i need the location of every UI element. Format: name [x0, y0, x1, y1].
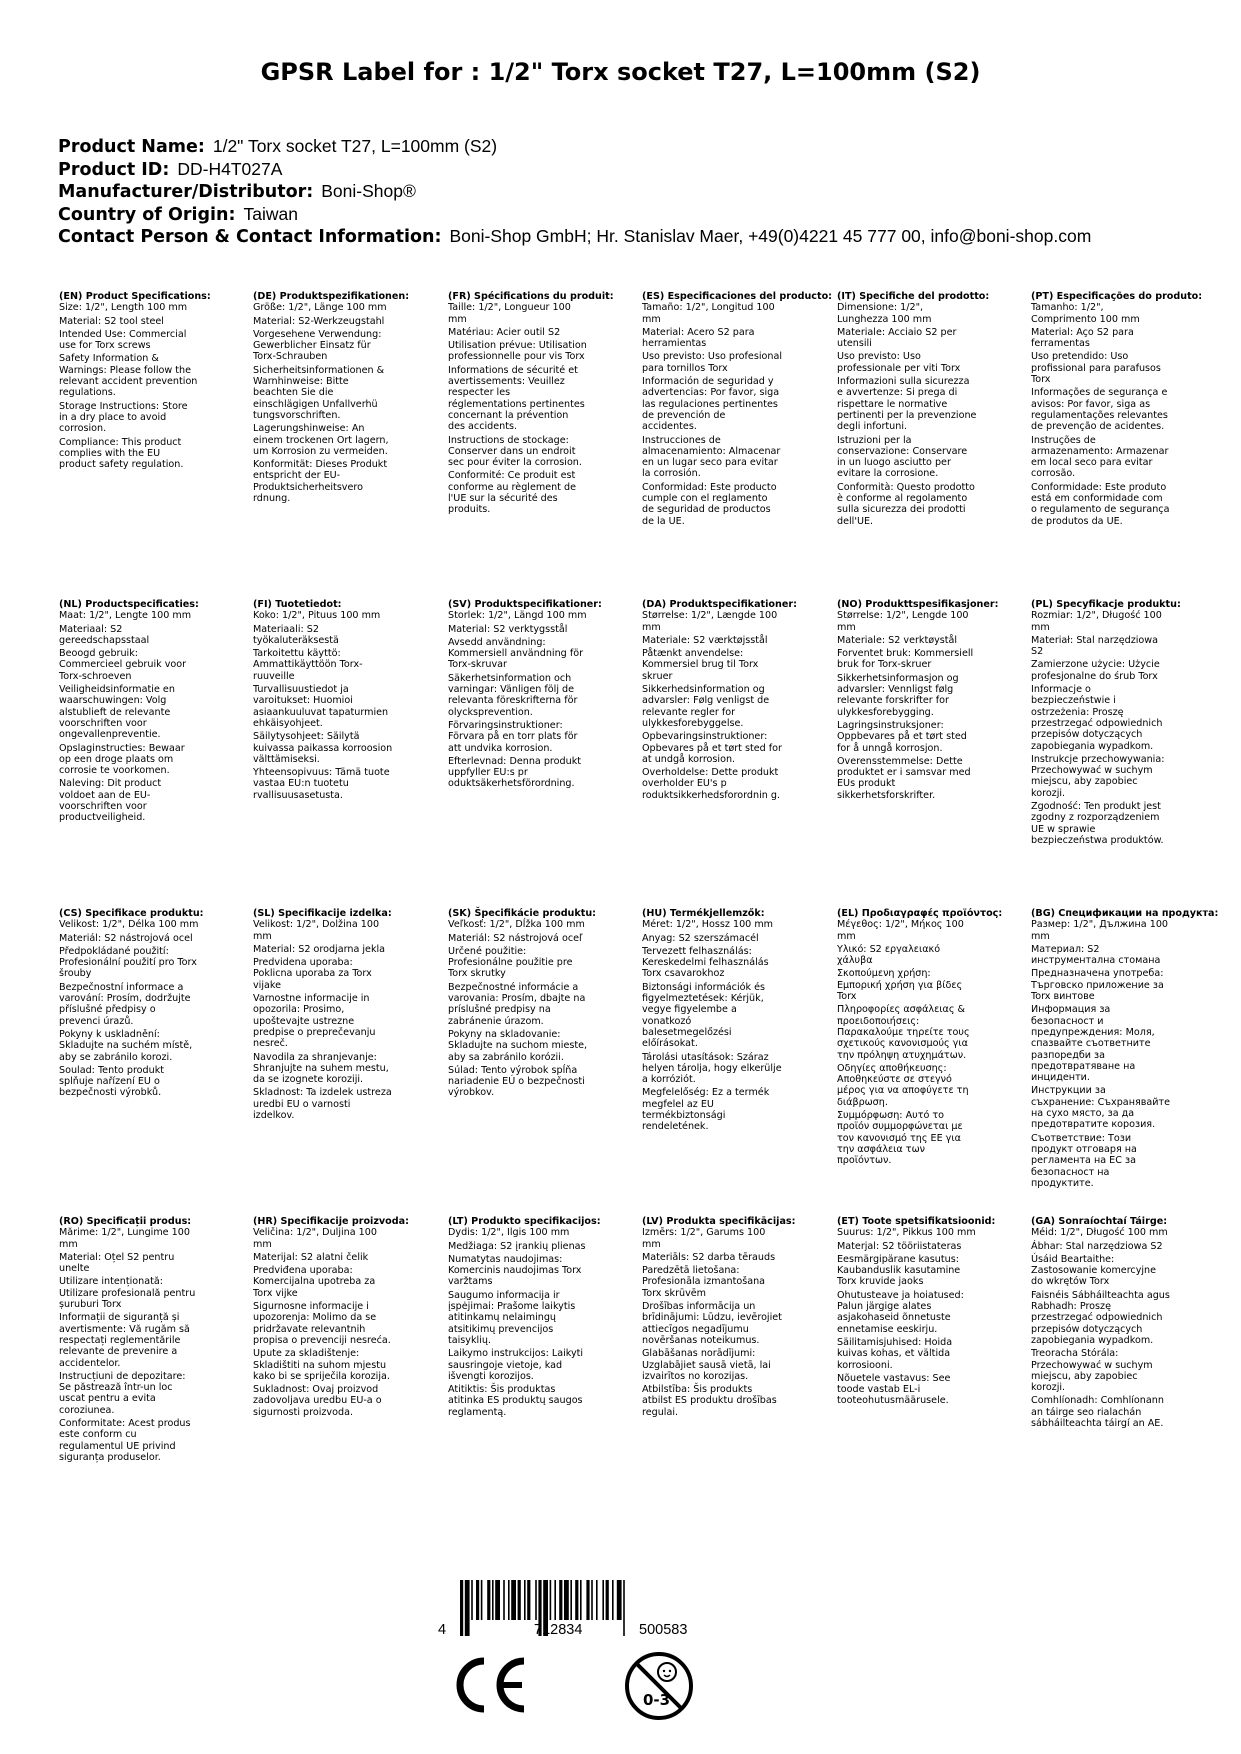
- barcode-bar: [617, 1580, 622, 1620]
- spec-line: Instructions de stockage: Conserver dans un endroit sec pour éviter la corrosion.: [448, 434, 582, 469]
- spec-line: Materiale: S2 værktøjsstål: [642, 634, 768, 646]
- barcode-bar: [554, 1580, 556, 1620]
- contact-value: Boni-Shop GmbH; Hr. Stanislav Maer, +49(0)4221 45 777 00, info@boni-shop.com: [449, 226, 1092, 246]
- spec-line: Πληροφορίες ασφάλειας & προειδοποιήσεις: Παρακαλούμε τηρείτε τους σχετικούς κανονισμούς για την πρόληψη ατυχημάτων.: [837, 1004, 970, 1061]
- language-block: [253, 291, 410, 506]
- spec-line: Skladnost: Ta izdelek ustreza uredbi EU o varnosti izdelkov.: [253, 1087, 392, 1122]
- spec-line: Материал: S2 инструментална стомана: [1031, 943, 1161, 967]
- barcode-bar: [559, 1580, 562, 1620]
- spec-line: Informații de siguranță și avertismente: Vă rugăm să respectați reglementările relevante de prevenire a accidentelor.: [59, 1312, 190, 1369]
- spec-line: Varnostne informacije in opozorila: Prosimo, upoštevajte ustrezne predpise o preprečevanju nesreč.: [253, 993, 376, 1050]
- spec-line: Opslaginstructies: Bewaar op een droge plaats om corrosie te voorkomen.: [59, 742, 185, 777]
- spec-line: Nõuetele vastavus: See toode vastab EL-i tooteohutusmäärusele.: [837, 1372, 951, 1407]
- spec-line: Materiāls: S2 darba tērauds: [642, 1251, 776, 1263]
- spec-line: Naleving: Dit product voldoet aan de EU-voorschriften voor productveiligheid.: [59, 778, 162, 824]
- spec-line: Úsáid Beartaithe: Zastosowanie komercyjne do wkrętów Torx: [1031, 1253, 1157, 1288]
- spec-line: Turvallisuustiedot ja varoitukset: Huomioi asiaankuuluvat tapaturmien ehkäisyohjeet.: [253, 684, 389, 729]
- spec-line: Ábhar: Stal narzędziowa S2: [1031, 1240, 1163, 1252]
- spec-line: Megfelelőség: Ez a termék megfelel az EU termékbiztonsági rendeletének.: [642, 1087, 770, 1133]
- barcode-bar: [535, 1580, 537, 1620]
- spec-line: Laikymo instrukcijos: Laikyti sausringoje vietoje, kad išvengti korozijos.: [448, 1348, 584, 1382]
- barcode-bar: [564, 1580, 569, 1620]
- spec-line: Comhlíonadh: Comhlíonann an táirge seo rialachán sábháilteachta táirgí an AE.: [1031, 1395, 1164, 1430]
- spec-line: Medžiaga: S2 įrankių plienas: [448, 1240, 586, 1252]
- product-id-label: Product ID:: [58, 159, 170, 180]
- spec-line: Faisnéis Sábháilteachta agus Rabhadh: Proszę przestrzegać odpowiednich przepisów dotyczących zapobiegania wypadkom.: [1031, 1289, 1170, 1346]
- spec-line: Size: 1/2", Length 100 mm: [59, 302, 188, 314]
- language-heading: (NO) Produkttspesifikasjoner:: [837, 599, 999, 610]
- language-block: [1031, 291, 1203, 529]
- language-heading: (GA) Sonraíochtaí Táirge:: [1031, 1216, 1168, 1227]
- spec-line: Biztonsági információk és figyelmeztetések: Kérjük, vegye figyelembe a vonatkozó balesetmegelőzési előírásokat.: [642, 981, 765, 1050]
- barcode-bar: [511, 1580, 516, 1620]
- spec-line: Opbevaringsinstruktioner: Opbevares på et tørt sted for at undgå korrosion.: [642, 731, 782, 765]
- language-heading: (LT) Produkto specifikacijos:: [448, 1216, 601, 1227]
- spec-line: Yhteensopivuus: Tämä tuote vastaa EU:n tuotetu rvallisuusasetusta.: [253, 767, 390, 801]
- barcode-bar: [487, 1580, 490, 1620]
- country-label: Country of Origin:: [58, 204, 236, 225]
- barcode-bar: [580, 1580, 582, 1620]
- spec-line: Velikost: 1/2", Dolžina 100 mm: [253, 919, 380, 942]
- contact-label: Contact Person & Contact Information:: [58, 227, 442, 247]
- language-heading: (BG) Спецификации на продукта:: [1031, 908, 1219, 919]
- contact-row: [58, 226, 1091, 249]
- language-block: [642, 599, 797, 803]
- spec-line: Οδηγίες αποθήκευσης: Αποθηκεύστε σε στεγνό μέρος για να αποφύγετε τη διάβρωση.: [837, 1062, 969, 1108]
- barcode-bar: [527, 1580, 530, 1620]
- spec-line: Avsedd användning: Kommersiell användning för Torx-skruvar: [448, 636, 584, 671]
- barcode-bar: [495, 1580, 500, 1620]
- spec-line: Materiale: Acciaio S2 per utensili: [837, 326, 957, 350]
- spec-line: Beoogd gebruik: Commercieel gebruik voor Torx-schroeven: [59, 648, 187, 682]
- language-heading: (DE) Produktspezifikationen:: [253, 291, 410, 302]
- barcode-bar: [591, 1580, 593, 1620]
- spec-line: Eesmärgipärane kasutus: Kaubanduslik kasutamine Torx kruvide jaoks: [837, 1253, 961, 1288]
- spec-line: Material: Acero S2 para herramientas: [642, 326, 755, 350]
- spec-line: Tárolási utasítások: Száraz helyen tárolja, hogy elkerülje a korróziót.: [642, 1051, 782, 1086]
- spec-line: Conformidad: Este producto cumple con el reglamento de seguridad de productos de la UE.: [642, 481, 777, 527]
- product-name-value: 1/2" Torx socket T27, L=100mm (S2): [212, 136, 498, 156]
- spec-line: Materiaal: S2 gereedschapsstaal: [59, 623, 150, 646]
- barcode-bar: [465, 1580, 470, 1636]
- spec-line: Uso previsto: Uso profesional para tornillos Torx: [642, 351, 782, 374]
- country-row: [58, 204, 1091, 227]
- language-block: [837, 1216, 996, 1409]
- spec-line: Informazioni sulla sicurezza e avvertenze: Si prega di rispettare le normative pertinenti per la prevenzione degli infortuni.: [837, 376, 977, 433]
- spec-line: Material: Aço S2 para ferramentas: [1031, 326, 1134, 350]
- spec-line: Compliance: This product complies with the EU product safety regulation.: [59, 436, 184, 471]
- ean-barcode: [438, 1580, 728, 1640]
- spec-line: Veličina: 1/2", Duljina 100 mm: [253, 1227, 377, 1250]
- spec-line: Pokyny na skladovanie: Skladujte na suchom mieste, aby sa zabránilo korózii.: [448, 1028, 588, 1063]
- barcode-right-digits: 500583: [639, 1622, 688, 1638]
- language-block: [448, 599, 602, 792]
- spec-line: Informações de segurança e avisos: Por favor, siga as regulamentações relevantes de prevenção de acidentes.: [1031, 387, 1168, 433]
- language-heading: (NL) Productspecificaties:: [59, 599, 199, 610]
- spec-line: Soulad: Tento produkt splňuje nařízení EU o bezpečnosti výrobků.: [59, 1064, 165, 1099]
- spec-line: Súlad: Tento výrobok spĺňa nariadenie EÚ o bezpečnosti výrobkov.: [448, 1064, 585, 1099]
- barcode-bar: [476, 1580, 479, 1620]
- manufacturer-value: Boni-Shop®: [321, 181, 416, 201]
- barcode-bar: [612, 1580, 614, 1620]
- spec-line: Sukladnost: Ovaj proizvod zadovoljava uredbu EU-a o sigurnosti proizvoda.: [253, 1384, 382, 1418]
- spec-line: Treoracha Stórála: Przechowywać w suchym miejscu, aby zapobiec korozji.: [1031, 1348, 1153, 1394]
- language-block: [253, 1216, 409, 1420]
- spec-line: Storlek: 1/2", Längd 100 mm: [448, 610, 587, 622]
- spec-line: Tarkoitettu käyttö: Ammattikäyttöön Torx-ruuveille: [253, 648, 363, 682]
- language-block: [837, 291, 990, 529]
- spec-line: Safety Information & Warnings: Please follow the relevant accident prevention regulations.: [59, 353, 198, 399]
- spec-line: Materijal: S2 alatni čelik: [253, 1251, 369, 1263]
- language-heading: (FI) Tuotetiedot:: [253, 599, 342, 610]
- spec-line: Anyag: S2 szerszámacél: [642, 932, 759, 944]
- spec-line: Navodila za shranjevanje: Shranjujte na suhem mestu, da se izognete koroziji.: [253, 1051, 389, 1086]
- spec-line: Rozmiar: 1/2", Długość 100 mm: [1031, 610, 1162, 633]
- manufacturer-label: Manufacturer/Distributor:: [58, 182, 314, 202]
- language-block: [1031, 1216, 1171, 1431]
- spec-line: Konformität: Dieses Produkt entspricht der EU-Produktsicherheitsvero rdnung.: [253, 459, 388, 505]
- spec-line: Materiale: S2 verktøystål: [837, 634, 958, 646]
- country-value: Taiwan: [243, 203, 298, 224]
- barcode-bar: [575, 1580, 578, 1620]
- spec-line: Saugumo informacija ir įspėjimai: Prašome laikytis atitinkamų nelaimingų atsitikimų prevencijos taisyklių.: [448, 1289, 576, 1346]
- spec-line: Materiál: S2 nástrojová oceľ: [448, 932, 583, 944]
- spec-line: Maat: 1/2", Lengte 100 mm: [59, 610, 192, 622]
- spec-line: Určené použitie: Profesionálne použitie pre Torx skrutky: [448, 945, 573, 980]
- language-heading: (EN) Product Specifications:: [59, 291, 211, 302]
- language-block: [59, 908, 204, 1101]
- spec-line: Sikkerhetsinformasjon og advarsler: Vennligst følg relevante forskrifter for ulykkesforebygging.: [837, 672, 959, 718]
- spec-line: Påtænkt anvendelse: Kommersiel brug til Torx skruer: [642, 648, 759, 682]
- spec-line: Zgodność: Ten produkt jest zgodny z rozporządzeniem UE w sprawie bezpieczeństwa produktów.: [1031, 801, 1164, 846]
- spec-line: Méret: 1/2", Hossz 100 mm: [642, 919, 774, 931]
- spec-line: Conformidade: Este produto está em conformidade com o regulamento de segurança de produtos da UE.: [1031, 481, 1170, 527]
- barcode-left-digits: 712834: [534, 1622, 583, 1638]
- language-block: [448, 908, 597, 1101]
- spec-line: Izmērs: 1/2", Garums 100 mm: [642, 1227, 766, 1250]
- spec-line: Forventet bruk: Kommersiell bruk for Torx-skruer: [837, 648, 974, 671]
- spec-line: Instruções de armazenamento: Armazenar em local seco para evitar corrosão.: [1031, 434, 1169, 480]
- language-heading: (SV) Produktspecifikationer:: [448, 599, 602, 610]
- product-name-row: [58, 136, 1091, 159]
- spec-line: Predvidena uporaba: Poklicna uporaba za Torx vijake: [253, 957, 372, 991]
- spec-line: Conformità: Questo prodotto è conforme al regolamento sulla sicurezza dei prodotti dell'UE.: [837, 481, 975, 527]
- spec-line: Størrelse: 1/2", Lengde 100 mm: [837, 610, 969, 633]
- spec-line: Förvaringsinstruktioner: Förvara på en torr plats för att undvika korrosion.: [448, 719, 578, 754]
- spec-line: Ohutusteave ja hoiatused: Palun järgige alates asjakohaseid õnnetuste ennetamise eeskirju.: [837, 1289, 964, 1335]
- barcode-bar: [570, 1580, 572, 1620]
- ce-mark-icon: [448, 1655, 530, 1715]
- svg-text:0-3: 0-3: [643, 1691, 671, 1709]
- product-info: [58, 136, 1091, 249]
- language-heading: (ES) Especificaciones del producto:: [642, 291, 833, 302]
- barcode-bar: [524, 1580, 526, 1620]
- barcode-first-digit: 4: [438, 1622, 447, 1638]
- spec-line: Material: S2 verktygsstål: [448, 623, 568, 635]
- barcode-bar: [481, 1580, 483, 1620]
- language-block: [59, 291, 211, 472]
- language-heading: (SK) Špecifikácie produktu:: [448, 908, 597, 919]
- spec-line: Material: S2-Werkzeugstahl: [253, 315, 385, 327]
- language-block: [642, 908, 782, 1135]
- spec-line: Suurus: 1/2", Pikkus 100 mm: [837, 1227, 976, 1239]
- barcode-bar: [550, 1580, 552, 1620]
- spec-line: Größe: 1/2", Länge 100 mm: [253, 302, 387, 314]
- spec-line: Upute za skladištenje: Skladištiti na suhom mjestu kako bi se spriječila korozija.: [253, 1348, 390, 1382]
- language-heading: (EL) Προδιαγραφές προϊόντος:: [837, 908, 1003, 919]
- language-heading: (FR) Spécifications du produit:: [448, 291, 614, 302]
- spec-line: Bezpečnostné informácie a varovania: Prosím, dbajte na príslušné predpisy na zabránenie úrazom.: [448, 981, 586, 1027]
- spec-line: Información de seguridad y advertencias: Por favor, siga las regulaciones pertinentes de prevención de accidentes.: [642, 376, 780, 433]
- spec-line: Materiaali: S2 työkaluteräksestä: [253, 623, 339, 646]
- spec-line: Efterlevnad: Denna produkt uppfyller EU:s pr oduktsäkerhetsförordning.: [448, 755, 582, 790]
- language-heading: (IT) Specifiche del prodotto:: [837, 291, 990, 302]
- language-block: [642, 291, 833, 529]
- language-heading: (HU) Termékjellemzők:: [642, 908, 765, 919]
- spec-line: Intended Use: Commercial use for Torx screws: [59, 328, 187, 352]
- spec-line: Предназначена употреба: Търговско приложение за Torx винтове: [1031, 968, 1164, 1003]
- spec-line: Υλικό: S2 εργαλειακό χάλυβα: [837, 943, 941, 967]
- spec-line: Säkerhetsinformation och varningar: Vänligen följ de relevanta föreskrifterna för olycksprevention.: [448, 672, 578, 718]
- spec-line: Overensstemmelse: Dette produktet er i samsvar med EUs produkt sikkerhetsforskrifter.: [837, 755, 971, 801]
- language-heading: (HR) Specifikacije proizvoda:: [253, 1216, 409, 1227]
- spec-line: Tamaño: 1/2", Longitud 100 mm: [642, 302, 775, 325]
- barcode-bar: [602, 1580, 604, 1620]
- spec-line: Vorgesehene Verwendung: Gewerblicher Einsatz für Torx-Schrauben: [253, 328, 382, 363]
- spec-line: Lagerungshinweise: An einem trockenen Ort lagern, um Korrosion zu vermeiden.: [253, 423, 389, 457]
- spec-line: Veľkosť: 1/2", Dĺžka 100 mm: [448, 919, 585, 931]
- spec-line: Atbilstība: Šis produkts atbilst ES produktu drošības regulai.: [642, 1384, 777, 1418]
- product-id-row: [58, 159, 1091, 182]
- language-block: [253, 599, 393, 803]
- spec-line: Sicherheitsinformationen & Warnhinweise: Bitte beachten Sie die einschlägigen Unfallverhü tungsvorschriften.: [253, 364, 385, 421]
- spec-line: Pokyny k uskladnění: Skladujte na suchém místě, aby se zabránilo korozi.: [59, 1028, 193, 1063]
- spec-line: Méid: 1/2", Długość 100 mm: [1031, 1227, 1168, 1239]
- spec-line: Conformitate: Acest produs este conform cu regulamentul UE privind siguranța produselor.: [59, 1418, 191, 1463]
- product-id-value: DD-H4T027A: [177, 158, 283, 179]
- language-heading: (RO) Specificații produs:: [59, 1216, 192, 1227]
- spec-line: Instrucțiuni de depozitare: Se păstrează într-un loc uscat pentru a evita coroziunea.: [59, 1370, 186, 1416]
- spec-line: Tervezett felhasználás: Kereskedelmi felhasználás Torx csavarokhoz: [642, 945, 769, 980]
- spec-line: Säilitamisjuhised: Hoida kuivas kohas, et vältida korrosiooni.: [837, 1336, 953, 1371]
- barcode-bar: [623, 1580, 625, 1636]
- manufacturer-row: [58, 181, 1091, 204]
- spec-line: Sikkerhedsinformation og advarsler: Følg venligst de relevante regler for ulykkesforebyggelse.: [642, 684, 770, 729]
- barcode-bar: [606, 1580, 609, 1620]
- barcode-bar: [508, 1580, 510, 1620]
- barcode-bar: [586, 1580, 589, 1620]
- spec-line: Informacje o bezpieczeństwie i ostrzeżenia: Proszę przestrzegać odpowiednich przepisów dotyczących zapobiegania wypadkom.: [1031, 684, 1163, 752]
- spec-line: Mărime: 1/2", Lungime 100 mm: [59, 1227, 190, 1250]
- language-heading: (PL) Specyfikacje produktu:: [1031, 599, 1181, 610]
- spec-line: Instrukcje przechowywania: Przechowywać w suchym miejscu, aby zapobiec korozji.: [1031, 753, 1165, 799]
- spec-line: Velikost: 1/2", Délka 100 mm: [59, 919, 199, 931]
- spec-line: Materiál: S2 nástrojová ocel: [59, 932, 193, 944]
- language-block: [837, 908, 1003, 1169]
- spec-line: Συμμόρφωση: Αυτό το προϊόν συμμορφώνεται με τον κανονισμό της ΕΕ για την ασφάλεια των προϊόντων.: [837, 1110, 963, 1167]
- spec-line: Instrucciones de almacenamiento: Almacenar en un lugar seco para evitar la corrosión.: [642, 434, 781, 480]
- language-heading: (DA) Produktspecifikationer:: [642, 599, 797, 610]
- spec-line: Informations de sécurité et avertissements: Veuillez respecter les réglementations pertinentes concernant la prévention des accidents.: [448, 364, 585, 433]
- spec-line: Σκοπούμενη χρήση: Εμπορική χρήση για βίδες Torx: [837, 968, 963, 1003]
- product-name-label: Product Name:: [58, 137, 205, 157]
- spec-line: Размер: 1/2", Дължина 100 mm: [1031, 919, 1169, 942]
- language-block: [59, 1216, 199, 1465]
- language-block: [642, 1216, 796, 1420]
- spec-line: Paredzētā lietošana: Profesionāla izmantošana Torx skrūvēm: [642, 1265, 766, 1299]
- spec-line: Информация за безопасност и предупреждения: Моля, спазвайте съответните разпоредби за предотвратяване на инциденти.: [1031, 1004, 1155, 1084]
- barcode-bar: [518, 1580, 521, 1620]
- spec-line: Инструкции за съхранение: Съхранявайте на сухо място, за да предотвратите корозия.: [1031, 1085, 1170, 1131]
- spec-line: Tamanho: 1/2", Comprimento 100 mm: [1031, 302, 1140, 325]
- barcode-bar: [471, 1580, 473, 1620]
- spec-line: Atitiktis: Šis produktas atitinka ES produktų saugos reglamentą.: [448, 1384, 583, 1418]
- spec-line: Drošības informācija un brīdinājumi: Lūdzu, ievērojiet attiecīgos negadījumu novēršanas noteikumus.: [642, 1301, 782, 1346]
- barcode-bar: [503, 1580, 505, 1620]
- language-block: [837, 599, 999, 803]
- spec-line: Säilytysohjeet: Säilytä kuivassa paikassa korroosion välttämiseksi.: [253, 731, 393, 765]
- language-block: [253, 908, 393, 1123]
- page-title: GPSR Label for : 1/2" Torx socket T27, L=100mm (S2): [260, 58, 981, 86]
- spec-line: Předpokládané použití: Profesionální použití pro Torx šrouby: [59, 945, 197, 980]
- spec-line: Storage Instructions: Store in a dry place to avoid corrosion.: [59, 400, 188, 435]
- spec-line: Predviđena uporaba: Komercijalna upotreba za Torx vijke: [253, 1265, 376, 1299]
- spec-line: Utilisation prévue: Utilisation professionnelle pour vis Torx: [448, 340, 587, 363]
- spec-line: Conformité: Ce produit est conforme au règlement de l'UE sur la sécurité des produits.: [448, 470, 576, 516]
- language-heading: (SL) Specifikacije izdelka:: [253, 908, 392, 919]
- spec-line: Zamierzone użycie: Użycie profesjonalne do śrub Torx: [1031, 659, 1160, 682]
- spec-line: Uso previsto: Uso professionale per viti Torx: [837, 351, 961, 374]
- barcode-bar: [492, 1580, 494, 1620]
- spec-line: Utilizare intenționată: Utilizare profesională pentru șuruburi Torx: [59, 1276, 196, 1311]
- barcode-bar: [596, 1580, 598, 1620]
- spec-line: Taille: 1/2", Longueur 100 mm: [448, 302, 571, 325]
- spec-line: Sigurnosne informacije i upozorenja: Molimo da se pridržavate relevantnih propisa o prevenciji nesreća.: [253, 1301, 391, 1346]
- spec-line: Koko: 1/2", Pituus 100 mm: [253, 610, 381, 622]
- spec-line: Съответствие: Този продукт отговаря на регламента на ЕС за безопасност на продуктите.: [1031, 1132, 1137, 1189]
- barcode-bar: [460, 1580, 463, 1636]
- spec-line: Material: Oțel S2 pentru unelte: [59, 1251, 175, 1275]
- spec-line: Istruzioni per la conservazione: Conservare in un luogo asciutto per evitare la corrosione.: [837, 434, 968, 480]
- spec-line: Lagringsinstruksjoner: Oppbevares på et tørt sted for å unngå korrosjon.: [837, 719, 967, 754]
- spec-line: Overholdelse: Dette produkt overholder EU's p roduktsikkerhedsforordnin g.: [642, 767, 781, 801]
- language-heading: (CS) Specifikace produktu:: [59, 908, 204, 919]
- spec-line: Bezpečnostní informace a varování: Prosím, dodržujte příslušné předpisy o prevenci úrazů.: [59, 981, 191, 1027]
- language-block: [1031, 599, 1181, 848]
- spec-line: Numatytas naudojimas: Komercinis naudojimas Torx varžtams: [448, 1253, 582, 1288]
- language-block: [448, 291, 614, 518]
- language-heading: (ET) Toote spetsifikatsioonid:: [837, 1216, 996, 1227]
- spec-line: Materjal: S2 tööriistateras: [837, 1240, 962, 1252]
- spec-line: Glabāšanas norādījumi: Uzglabājiet sausā vietā, lai izvairītos no korozijas.: [642, 1348, 771, 1382]
- spec-line: Material: S2 tool steel: [59, 315, 164, 327]
- spec-line: Material: S2 orodjarna jekla: [253, 943, 386, 955]
- spec-line: Matériau: Acier outil S2: [448, 326, 561, 338]
- language-heading: (PT) Especificações do produto:: [1031, 291, 1203, 302]
- language-heading: (LV) Produkta specifikācijas:: [642, 1216, 796, 1227]
- language-block: [59, 599, 199, 826]
- spec-line: Størrelse: 1/2", Længde 100 mm: [642, 610, 778, 633]
- spec-line: Dimensione: 1/2", Lunghezza 100 mm: [837, 302, 932, 325]
- spec-line: Dydis: 1/2", Ilgis 100 mm: [448, 1227, 570, 1239]
- spec-line: Μέγεθος: 1/2", Μήκος 100 mm: [837, 919, 964, 942]
- language-block: [1031, 908, 1219, 1191]
- spec-line: Uso pretendido: Uso profissional para parafusos Torx: [1031, 351, 1161, 386]
- spec-line: Veiligheidsinformatie en waarschuwingen: Volg alstublieft de relevante voorschriften voor ongevallenpreventie.: [59, 684, 175, 741]
- language-block: [448, 1216, 601, 1420]
- not-for-children-0-3-icon: [623, 1650, 695, 1722]
- spec-line: Materiał: Stal narzędziowa S2: [1031, 634, 1158, 658]
